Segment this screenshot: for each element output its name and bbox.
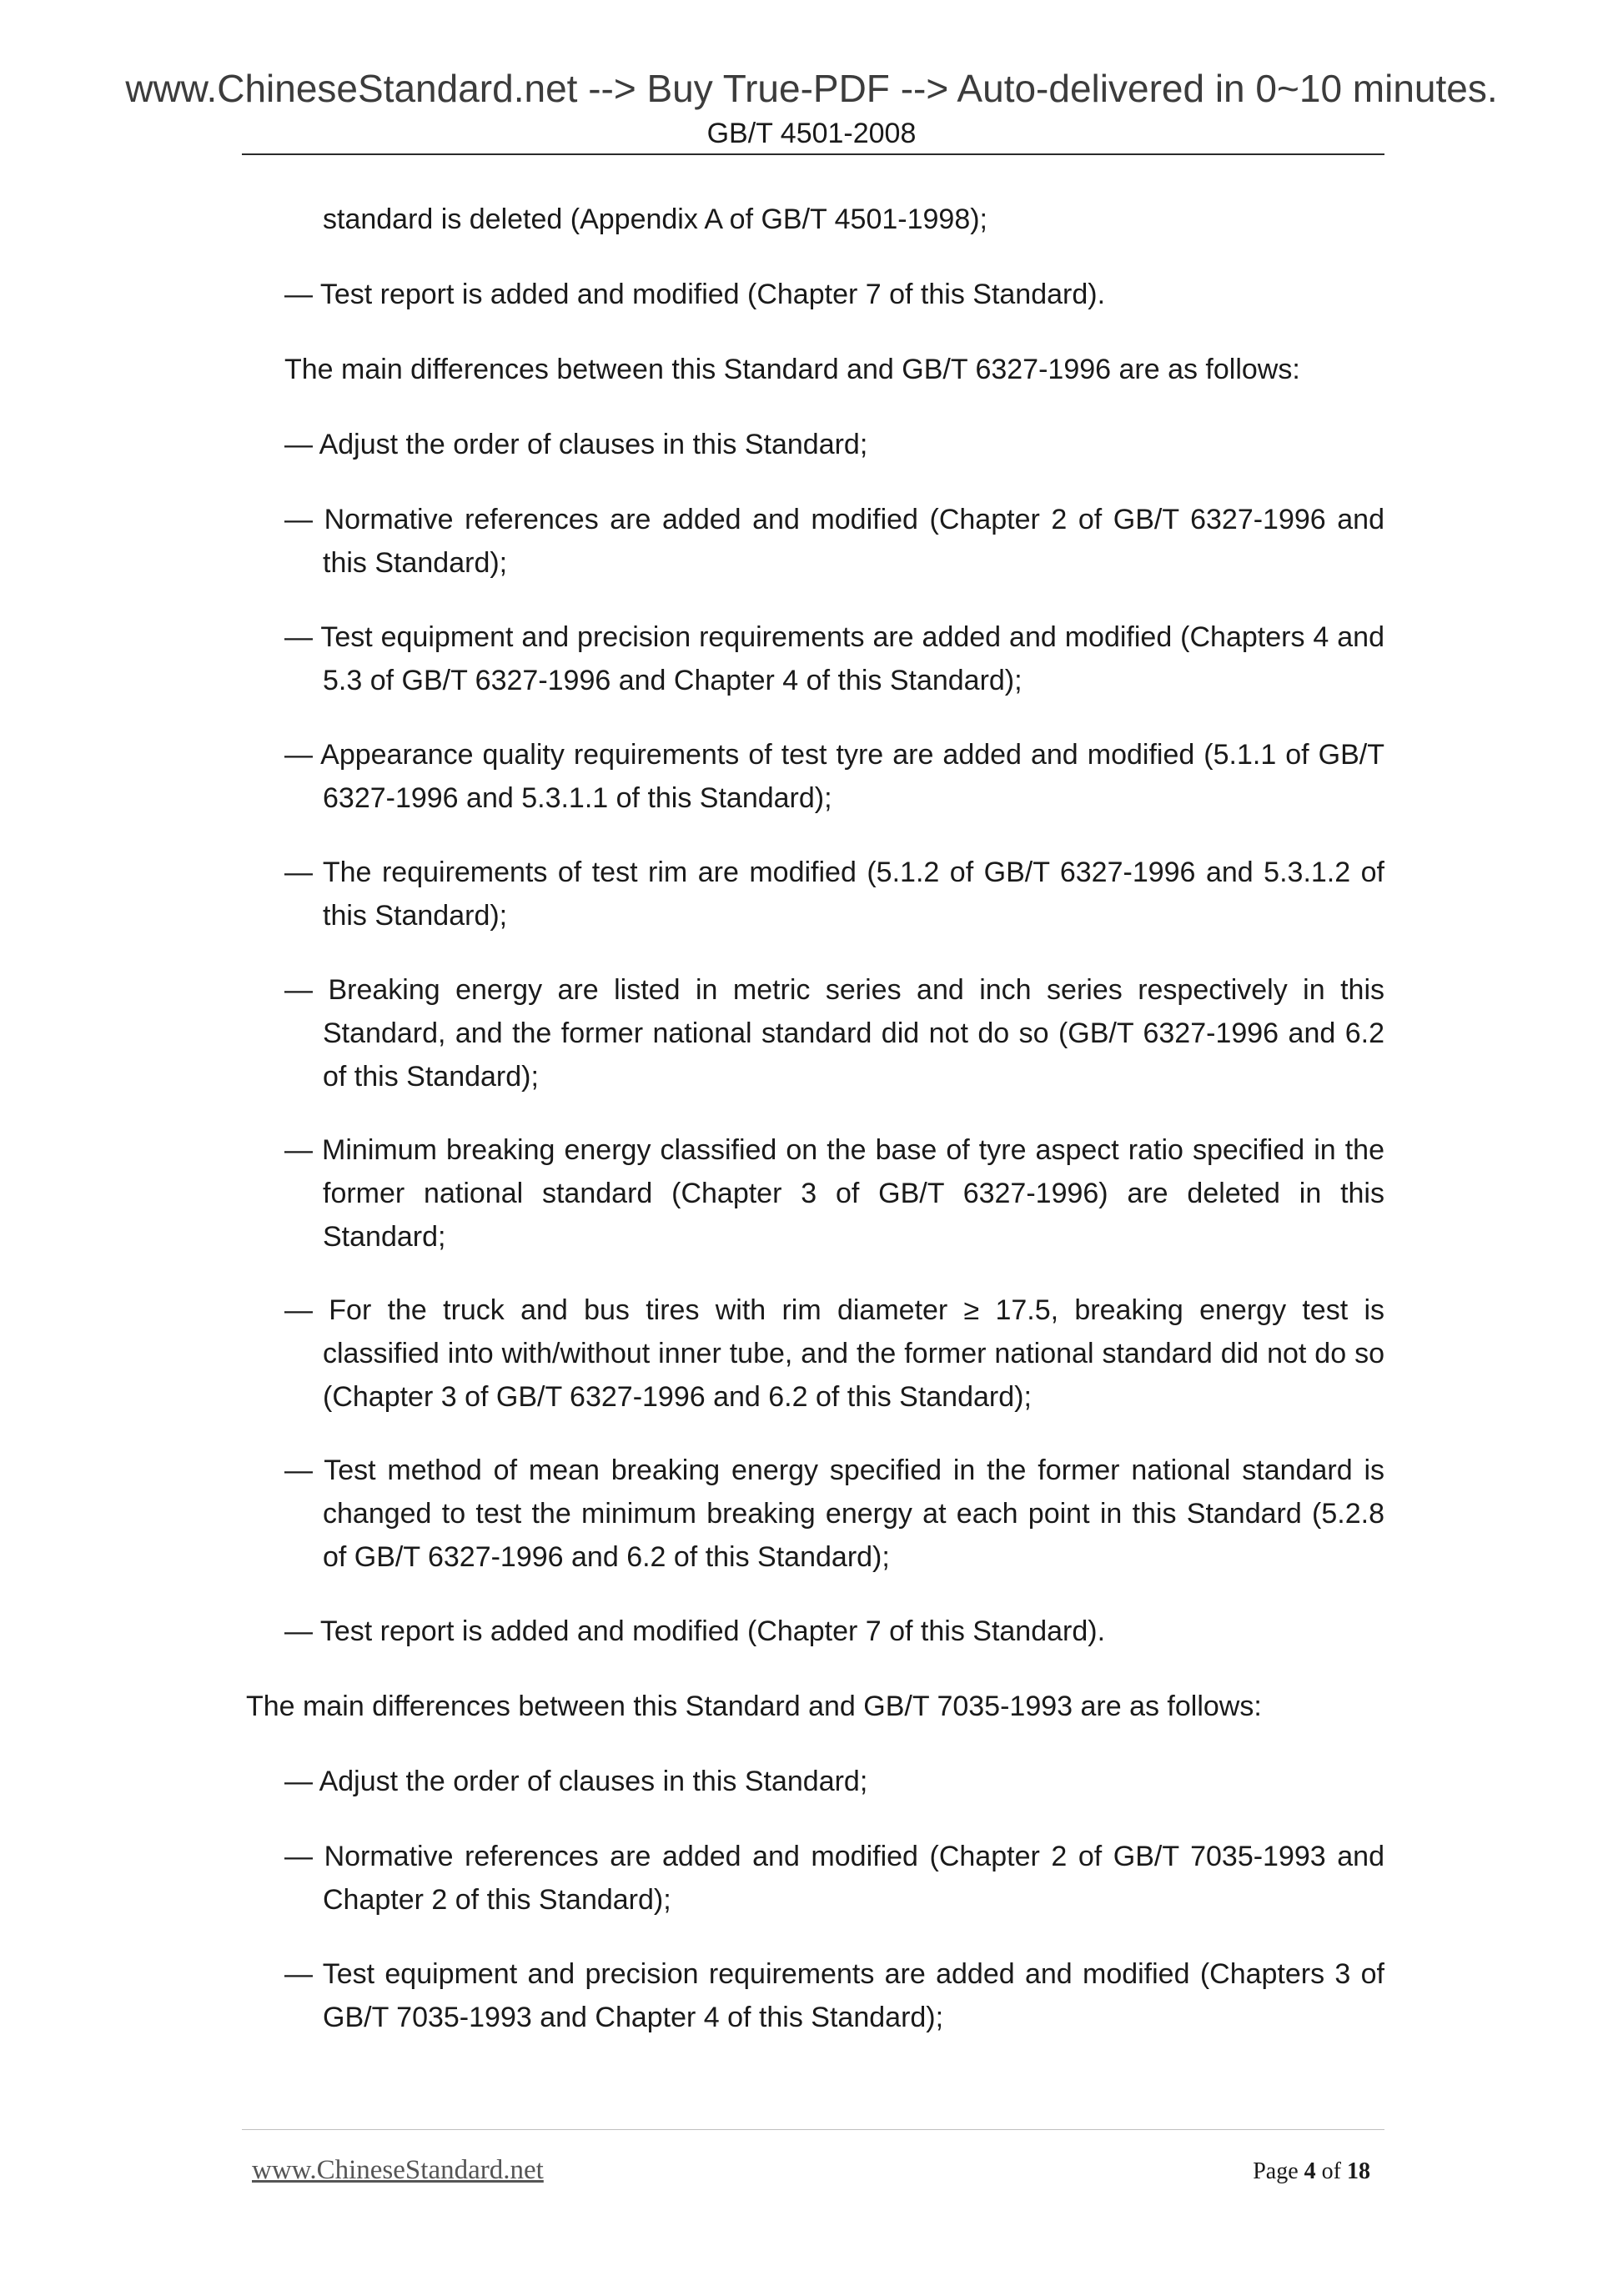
continuation-line: standard is deleted (Appendix A of GB/T 4501-1998); <box>323 203 988 235</box>
list-item: — Appearance quality requirements of test tyre are added and modified (5.1.1 of GB/T 6327-1996 and 5.3.1.1 of this Standard); <box>284 739 1384 814</box>
current-page-number: 4 <box>1304 2158 1316 2184</box>
list-item: — Normative references are added and modified (Chapter 2 of GB/T 7035-1993 and Chapter 2 of this Standard); <box>284 1841 1384 1916</box>
list-item: — Normative references are added and modified (Chapter 2 of GB/T 6327-1996 and this Standard); <box>284 504 1384 579</box>
footer-site-link[interactable]: www.ChineseStandard.net <box>252 2155 544 2185</box>
document-code: GB/T 4501-2008 <box>706 118 917 149</box>
page-label: Page <box>1253 2158 1299 2184</box>
site-banner: www.ChineseStandard.net --> Buy True-PDF --> Auto-delivered in 0~10 minutes. <box>125 67 1498 110</box>
header-rule <box>242 153 1384 155</box>
list-item: — Test equipment and precision requirements are added and modified (Chapters 4 and 5.3 of GB/T 6327-1996 and Chapter 4 of this Standard); <box>284 621 1384 696</box>
list-item: — Test equipment and precision requirements are added and modified (Chapters 3 of GB/T 7035-1993 and Chapter 4 of this Standard); <box>284 1958 1384 2033</box>
total-pages-number: 18 <box>1347 2158 1370 2184</box>
intro-gbt-7035: The main differences between this Standard and GB/T 7035-1993 are as follows: <box>246 1691 1262 1722</box>
page-indicator <box>1253 2157 1370 2187</box>
list-item: — Test report is added and modified (Chapter 7 of this Standard). <box>284 1615 1106 1647</box>
list-item: — Minimum breaking energy classified on the base of tyre aspect ratio specified in the former national standard (Chapter 3 of GB/T 6327-1996) are deleted in this Standard; <box>284 1134 1384 1253</box>
list-item: — Breaking energy are listed in metric series and inch series respectively in this Standard, and the former national standard did not do so (GB/T 6327-1996 and 6.2 of this Standard); <box>284 974 1384 1093</box>
list-item-test-report: — Test report is added and modified (Chapter 7 of this Standard). <box>284 279 1106 310</box>
list-item: — For the truck and bus tires with rim diameter ≥ 17.5, breaking energy test is classified into with/without inner tube, and the former national standard did not do so (Chapter 3 of GB/T 6327-1996 and 6.2 of this Standard); <box>284 1294 1384 1413</box>
list-item: — Adjust the order of clauses in this Standard; <box>284 1766 868 1797</box>
footer-rule <box>242 2129 1384 2130</box>
intro-gbt-6327: The main differences between this Standard and GB/T 6327-1996 are as follows: <box>284 354 1300 385</box>
page-of-label: of <box>1321 2158 1341 2184</box>
list-item: — The requirements of test rim are modified (5.1.2 of GB/T 6327-1996 and 5.3.1.2 of this Standard); <box>284 857 1384 932</box>
list-item: — Test method of mean breaking energy specified in the former national standard is changed to test the minimum breaking energy at each point in this Standard (5.2.8 of GB/T 6327-1996 and 6.2 of this Standard); <box>284 1454 1384 1573</box>
list-item: — Adjust the order of clauses in this Standard; <box>284 429 868 460</box>
